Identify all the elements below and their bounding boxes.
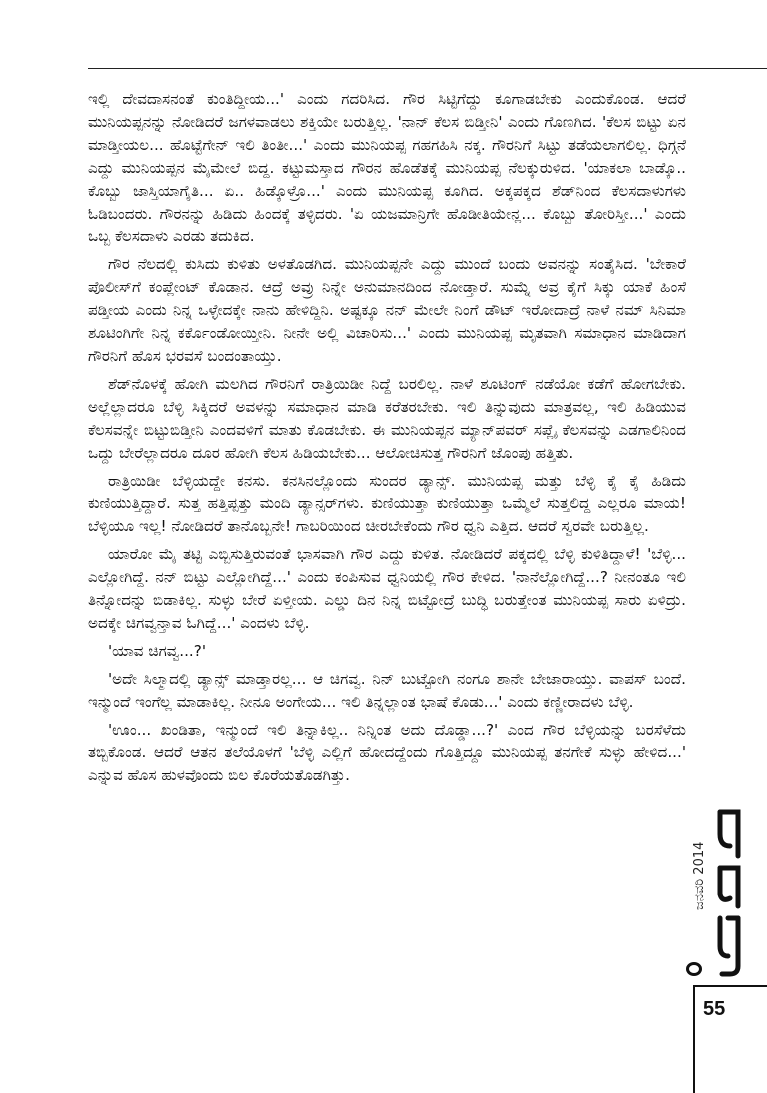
decorative-ring-icon: [686, 962, 702, 976]
paragraph: 'ಅದೇ ಸಿಲ್ಮಾದಲ್ಲಿ ಡ್ಯಾನ್ಸ್ ಮಾಡ್ತಾರಲ್ಲ... ಆ ಚಿಗವ್ವ. ನಿನ್ ಬುಟ್ಟೋಗಿ ನಂಗೂ ಶಾನೇ ಬೇಜಾರಾಯ್ತು. ವಾಪಸ್ ಬಂದೆ. ಇನ್ಮುಂದೆ ಇಂಗೆಲ್ಲ ಮಾಡಾಕಿಲ್ಲ. ನೀನೂ ಅಂಗೇಯ... ಇಲಿ ತಿನ್ನಲ್ಲಾಂತ ಭಾಷೆ ಕೊಡು...' ಎಂದು ಕಣ್ಣೀರಾದಳು ಬೆಳ್ಳಿ.: [88, 669, 686, 711]
page-corner-rule: [693, 985, 695, 1093]
paragraph: ರಾತ್ರಿಯಿಡೀ ಬೆಳ್ಳಿಯದ್ದೇ ಕನಸು. ಕನಸಿನಲ್ಲೊಂದು ಸುಂದರ ಡ್ಯಾನ್ಸ್. ಮುನಿಯಪ್ಪ ಮತ್ತು ಬೆಳ್ಳಿ ಕೈ ಕೈ ಹಿಡಿದು ಕುಣಿಯುತ್ತಿದ್ದಾರೆ. ಸುತ್ತ ಹತ್ತಿಪ್ಪತ್ತು ಮಂದಿ ಡ್ಯಾನ್ಸರ್‌ಗಳು. ಕುಣಿಯುತ್ತಾ ಕುಣಿಯುತ್ತಾ ಒಮ್ಮೆಲೆ ಸುತ್ತಲಿದ್ದ ಎಲ್ಲರೂ ಮಾಯ! ಬೆಳ್ಳಿಯೂ ಇಲ್ಲ! ನೋಡಿದರೆ ತಾನೊಬ್ಬನೇ! ಗಾಬರಿಯಿಂದ ಚೀರಬೇಕೆಂದು ಗೌರ ಧ್ವನಿ ಎತ್ತಿದ. ಆದರೆ ಸ್ವರವೇ ಬರುತ್ತಿಲ್ಲ.: [88, 471, 686, 536]
paragraph: 'ಯಾವ ಚಿಗವ್ವ...?': [108, 641, 206, 660]
magazine-logo: [714, 806, 744, 980]
top-rule: [88, 68, 767, 69]
paragraph: ಶೆಡ್‌ನೊಳಕ್ಕೆ ಹೋಗಿ ಮಲಗಿದ ಗೌರನಿಗೆ ರಾತ್ರಿಯಿಡೀ ನಿದ್ದೆ ಬರಲಿಲ್ಲ. ನಾಳೆ ಶೂಟಿಂಗ್ ನಡೆಯೋ ಕಡೆಗೆ ಹೋಗಬೇಕು. ಅಲ್ಲೆಲ್ಲಾದರೂ ಬೆಳ್ಳಿ ಸಿಕ್ಕಿದರೆ ಅವಳನ್ನು ಸಮಾಧಾನ ಮಾಡಿ ಕರೆತರಬೇಕು. ಇಲಿ ತಿನ್ನುವುದು ಮಾತ್ರವಲ್ಲ, ಇಲಿ ಹಿಡಿಯುವ ಕೆಲಸವನ್ನೇ ಬಿಟ್ಟುಬಿಡ್ತೀನಿ ಎಂದವಳಿಗೆ ಮಾತು ಕೊಡಬೇಕು. ಈ ಮುನಿಯಪ್ಪನ ಮ್ಯಾನ್‌ಪವರ್ ಸಪ್ಲೈ ಕೆಲಸವನ್ನು ಎಡಗಾಲಿನಿಂದ ಒದ್ದು ಬೇರೆಲ್ಲಾದರೂ ದೂರ ಹೋಗಿ ಕೆಲಸ ಹಿಡಿಯಬೇಕು... ಆಲೋಚಿಸುತ್ತ ಗೌರನಿಗೆ ಜೊಂಪು ಹತ್ತಿತು.: [88, 374, 686, 462]
paragraph: ಇಲ್ಲಿ ದೇವದಾಸನಂತೆ ಕುಂತಿದ್ದೀಯ...' ಎಂದು ಗದರಿಸಿದ. ಗೌರ ಸಿಟ್ಟಿಗೆದ್ದು ಕೂಗಾಡಬೇಕು ಎಂದುಕೊಂಡ. ಆದರೆ ಮುನಿಯಪ್ಪನನ್ನು ನೋಡಿದರೆ ಜಗಳವಾಡಲು ಶಕ್ತಿಯೇ ಬರುತ್ತಿಲ್ಲ. 'ನಾನ್ ಕೆಲಸ ಬಿಡ್ತೀನಿ' ಎಂದು ಗೊಣಗಿದ. 'ಕೆಲಸ ಬಿಟ್ಟು ಏನ ಮಾಡ್ತೀಯಲ... ಹೊಟ್ಟೆಗೇನ್ ಇಲಿ ತಿಂತೀ...' ಎಂದು ಮುನಿಯಪ್ಪ ಗಹಗಹಿಸಿ ನಕ್ಕ. ಗೌರನಿಗೆ ಸಿಟ್ಟು ತಡೆಯಲಾಗಲಿಲ್ಲ. ಧಿಗ್ಗನೆ ಎದ್ದು ಮುನಿಯಪ್ಪನ ಮೈಮೇಲೆ ಬಿದ್ದ. ಕಟ್ಟುಮಸ್ತಾದ ಗೌರನ ಹೊಡೆತಕ್ಕೆ ಮುನಿಯಪ್ಪ ನೆಲಕ್ಕುರುಳಿದ. 'ಯಾಕಲಾ ಬಾಡ್ಕೊ.. ಕೊಬ್ಬು ಜಾಸ್ತಿಯಾಗೈತಿ... ಏ.. ಹಿಡ್ಕೊಳ್ರೊ...' ಎಂದು ಮುನಿಯಪ್ಪ ಕೂಗಿದ. ಅಕ್ಕಪಕ್ಕದ ಶೆಡ್‌ನಿಂದ ಕೆಲಸದಾಳುಗಳು ಓಡಿಬಂದರು. ಗೌರನನ್ನು ಹಿಡಿದು ಹಿಂದಕ್ಕೆ ತಳ್ಳಿದರು. 'ಏ ಯಜಮಾನ್ರಿಗೇ ಹೊಡೀತಿಯೇನ್ಲ... ಕೊಬ್ಬು ತೋರಿಸ್ತೀ...' ಎಂದು ಒಬ್ಬ ಕೆಲಸದಾಳು ಎರಡು ತದುಕಿದ.: [88, 90, 686, 246]
paragraph: ಯಾರೋ ಮೈ ತಟ್ಟಿ ಎಬ್ಬಿಸುತ್ತಿರುವಂತೆ ಭಾಸವಾಗಿ ಗೌರ ಎದ್ದು ಕುಳಿತ. ನೋಡಿದರೆ ಪಕ್ಕದಲ್ಲಿ ಬೆಳ್ಳಿ ಕುಳಿತಿದ್ದಾಳೆ! 'ಬೆಳ್ಳಿ... ಎಲ್ಲೋಗಿದ್ದೆ. ನನ್ ಬಿಟ್ಟು ಎಲ್ಲೋಗಿದ್ದೆ...' ಎಂದು ಕಂಪಿಸುವ ಧ್ವನಿಯಲ್ಲಿ ಗೌರ ಕೇಳಿದ. 'ನಾನೆಲ್ಲೋಗಿದ್ದೆ...? ನೀನಂತೂ ಇಲಿ ತಿನ್ನೋದನ್ನು ಬಿಡಾಕಿಲ್ಲ. ಸುಳ್ಳು ಬೇರೆ ಏಳ್ತೀಯ. ಎಲ್ಡು ದಿನ ನಿನ್ನ ಬಿಟ್ಟೋದ್ರೆ ಬುದ್ಧಿ ಬರುತ್ತೇಂತ ಮುನಿಯಪ್ಪ ಸಾರು ಏಳಿದ್ರು. ಅದಕ್ಕೇ ಚಿಗವ್ವನ್ತಾವ ಓಗಿದ್ದೆ...' ಎಂದಳು ಬೆಳ್ಳಿ.: [88, 545, 686, 632]
issue-date: ಜನವರಿ 2014: [692, 841, 707, 910]
page-number: 55: [703, 998, 726, 1020]
magazine-sidebar: [686, 790, 746, 985]
story-text: [88, 88, 686, 792]
paragraph: 'ಊಂ... ಖಂಡಿತಾ, ಇನ್ಮುಂದೆ ಇಲಿ ತಿನ್ನಾಕಿಲ್ಲ.. ನಿನ್ನಿಂತ ಅದು ದೊಡ್ಡಾ...?' ಎಂದ ಗೌರ ಬೆಳ್ಳಿಯನ್ನು ಬರಸೆಳೆದು ತಬ್ಬಿಕೊಂಡ. ಆದರೆ ಆತನ ತಲೆಯೊಳಗೆ 'ಬೆಳ್ಳಿ ಎಲ್ಲಿಗೆ ಹೋದದ್ದೆಂದು ಗೊತ್ತಿದ್ದೂ ಮುನಿಯಪ್ಪ ತನಗೇಕೆ ಸುಳ್ಳು ಹೇಳಿದ...' ಎನ್ನುವ ಹೊಸ ಹುಳವೊಂದು ಬಿಲ ಕೊರೆಯತೊಡಗಿತ್ತು.: [88, 720, 686, 785]
page-corner-rule: [693, 985, 767, 987]
paragraph: ಗೌರ ನೆಲದಲ್ಲಿ ಕುಸಿದು ಕುಳಿತು ಅಳತೊಡಗಿದ. ಮುನಿಯಪ್ಪನೇ ಎದ್ದು ಮುಂದೆ ಬಂದು ಅವನನ್ನು ಸಂತೈಸಿದ. 'ಬೇಕಾರೆ ಪೊಲೀಸ್‌ಗೆ ಕಂಪ್ಲೇಂಟ್ ಕೊಡಾನ. ಆದ್ರೆ ಅವ್ರು ನಿನ್ನೇ ಅನುಮಾನದಿಂದ ನೋಡ್ತಾರೆ. ಸುಮ್ನೆ ಅವ್ರ ಕೈಗೆ ಸಿಕ್ಕು ಯಾಕೆ ಹಿಂಸೆ ಪಡ್ತೀಯ ಎಂದು ನಿನ್ನ ಒಳ್ಳೇದಕ್ಕೇ ನಾನು ಹೇಳಿದ್ದಿನಿ. ಅಷ್ಟಕ್ಕೂ ನನ್ ಮೇಲೇ ನಿಂಗೆ ಡೌಟ್ ಇರೋದಾದ್ರೆ ನಾಳೆ ನಮ್ ಸಿನಿಮಾ ಶೂಟಿಂಗಿಗೇ ನಿನ್ನ ಕರ್ಕೊಂಡೋಯ್ತೀನಿ. ನೀನೇ ಅಲ್ಲಿ ವಿಚಾರಿಸು...' ಎಂದು ಮುನಿಯಪ್ಪ ಮೃತವಾಗಿ ಸಮಾಧಾನ ಮಾಡಿದಾಗ ಗೌರನಿಗೆ ಹೊಸ ಭರವಸೆ ಬಂದಂತಾಯ್ತು.: [88, 255, 686, 365]
